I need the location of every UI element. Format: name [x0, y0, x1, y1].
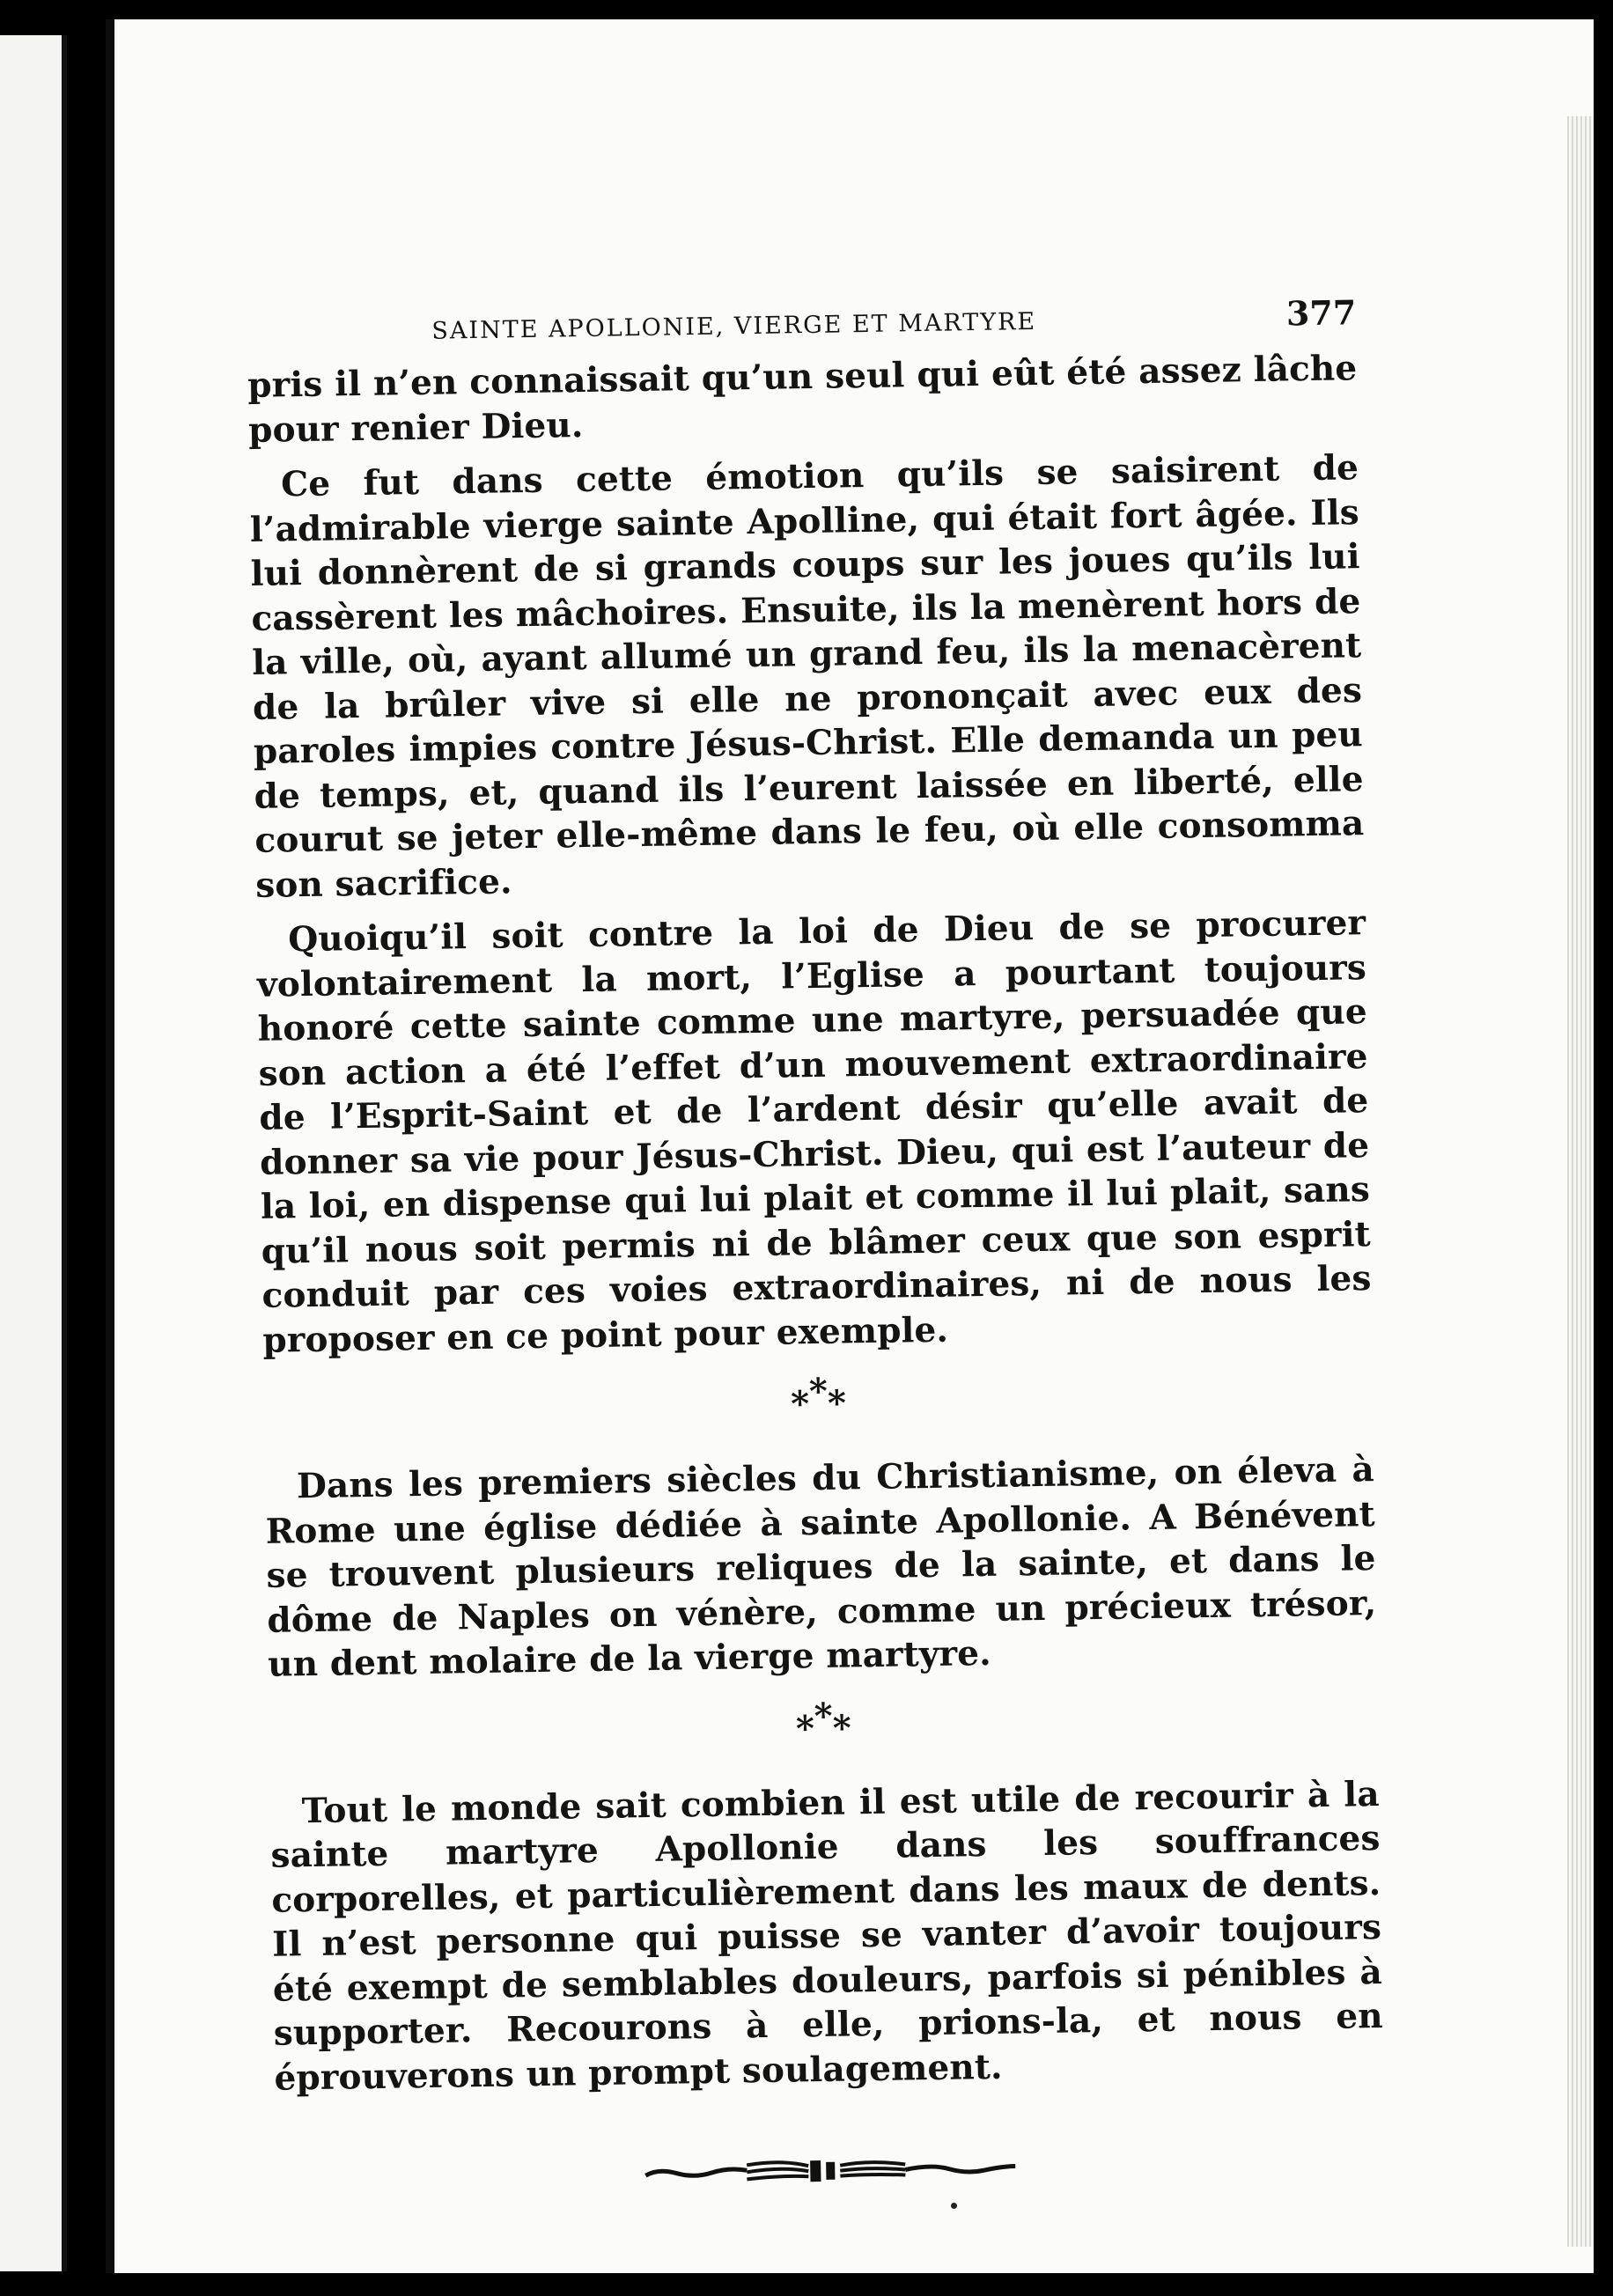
asterisk-left: *: [790, 1383, 810, 1425]
tailpiece-ornament-icon: [641, 2150, 1020, 2191]
page-number: 377: [1285, 292, 1357, 334]
asterisk-middle: *: [808, 1370, 829, 1413]
asterisk-right: *: [827, 1382, 847, 1424]
asterism-separator-2: [269, 1681, 1379, 1777]
running-head: [431, 292, 1357, 346]
asterism-separator-1: [263, 1356, 1374, 1453]
asterisk-left: *: [795, 1707, 815, 1749]
asterisk-middle: *: [814, 1695, 833, 1737]
paragraph-relics: Dans les premiers siècles du Christianisme, on éleva à Rome une église dédiée à sainte Apollonie. A Bénévent se trouvent plusieurs reliques de la sainte, et dans le dôme de Naples on vénère, comme un précieux trésor, un dent molaire de la vierge martyre.: [265, 1449, 1377, 1685]
page-content: [247, 292, 1386, 2197]
paragraph-martyrdom: Ce fut dans cette émotion qu’ils se saisirent de l’admirable vierge sainte Apolline, qui était fort âgée. Ils lui donnèrent de si grands coups sur les joues qu’ils lui cassèrent les mâchoires. Ensuite, ils la menèrent hors de la ville, où, ayant allumé un grand feu, ils la menacèrent de la brûler vive si elle ne prononçait avec eux des paroles impies contre Jésus-Christ. Elle demanda un peu de temps, et, quand ils l’eurent laissée en liberté, elle courut se jeter elle-même dans le feu, où elle consomma son sacrifice.: [249, 447, 1365, 906]
paragraph-intercession: Tout le monde sait combien il est utile de recourir à la sainte martyre Apollonie dans les souffrances corporelles, et particulièrement dans les maux de dents. Il n’est personne qui puisse se vanter d’avoir toujours été exempt de semblables douleurs, parfois si pénibles à supporter. Recourons à elle, prions-la, et nous en éprouverons un prompt soulagement.: [270, 1773, 1383, 2099]
paragraph-continuation: pris il n’en connaissait qu’un seul qui eût été assez lâche pour renier Dieu.: [247, 348, 1358, 451]
page-stack-edges: [1567, 116, 1594, 2247]
running-title: SAINTE APOLLONIE, VIERGE ET MARTYRE: [431, 307, 1037, 345]
paragraph-church-teaching: Quoiqu’il soit contre la loi de Dieu de se procurer volontairement la mort, l’Eglise a pourtant toujours honoré cette sainte comme une martyre, persuadée que son action a été l’effet d’un mouvement extraordinaire de l’Esprit-Saint et de l’ardent désir qu’elle avait de donner sa vie pour Jésus-Christ. Dieu, qui est l’auteur de la loi, en dispense qui lui plait et comme il lui plait, sans qu’il nous soit permis ni de blâmer ceux que son esprit conduit par ces voies extraordinaires, ni de nous les proposer en ce point pour exemple.: [256, 902, 1372, 1361]
asterisk-right: *: [832, 1706, 852, 1749]
speck: [951, 2203, 957, 2209]
facing-page-edge: [0, 35, 67, 2271]
book-page: [106, 19, 1594, 2273]
